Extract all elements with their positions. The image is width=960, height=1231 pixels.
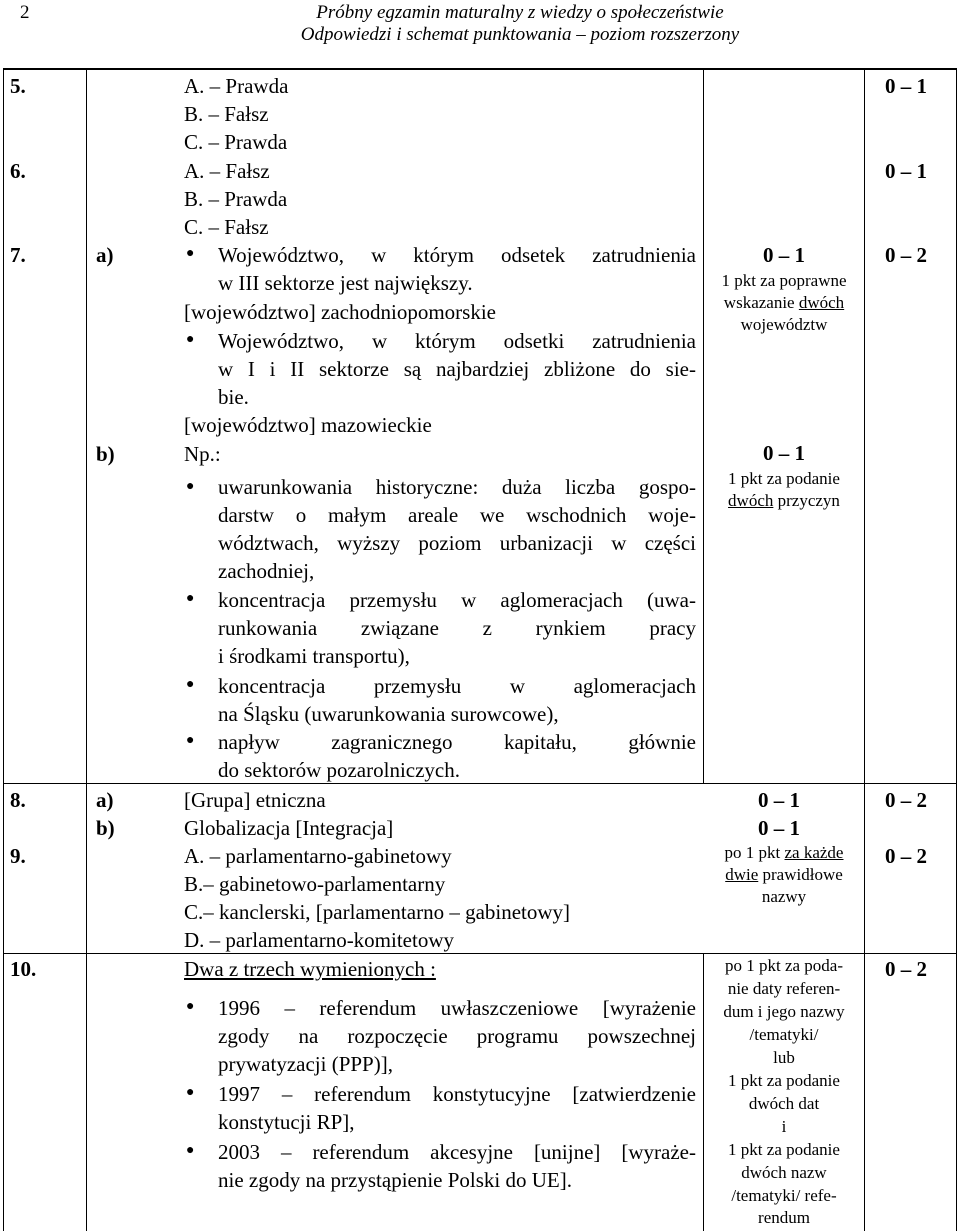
q7b-item3-line1: koncentracja przemysłu w aglomeracjach <box>218 674 696 698</box>
q9-answer-b: B.– gabinetowo-parlamentarny <box>184 872 446 896</box>
q7b-item4-line2: do sektorów pozarolniczych. <box>218 758 461 782</box>
bullet-icon: ● <box>186 479 195 494</box>
q10-note-line: dwóch dat <box>748 1094 820 1113</box>
q7b-item1-line1: uwarunkowania historyczne: duża liczba gospo- <box>218 475 696 499</box>
q8-number: 8. <box>10 788 26 812</box>
q7-number: 7. <box>10 243 26 267</box>
q8b-label: b) <box>96 816 115 840</box>
q10-item2-line1: 1997 – referendum konstytucyjne [zatwierdzenie <box>218 1082 696 1106</box>
q10-item1-line2: zgody na rozpoczęcie programu powszechnej <box>218 1024 696 1048</box>
q9-note-line2: dwie prawidłowe <box>725 865 843 884</box>
q10-item3-line2: nie zgody na przystąpienie Polski do UE]. <box>218 1168 573 1192</box>
q9-note-line3: nazwy <box>761 887 807 906</box>
q7b-item1-line3: wództwach, wyższy poziom urbanizacji w części <box>218 531 696 555</box>
q7b-points: 0 – 1 <box>763 441 805 465</box>
bullet-icon: ● <box>186 733 195 748</box>
q10-note-line: dwóch nazw <box>741 1163 827 1182</box>
col-divider-number <box>86 68 87 1231</box>
bullet-icon: ● <box>186 246 195 261</box>
q8b-points: 0 – 1 <box>758 816 800 840</box>
q6-number: 6. <box>10 159 26 183</box>
q7b-item4-line1: napływ zagranicznego kapitału, głównie <box>218 730 696 754</box>
q7b-note-line1: 1 pkt za podanie <box>728 469 840 488</box>
q9-note-line1: po 1 pkt za każde <box>724 843 844 862</box>
q7a-answer1: [województwo] zachodniopomorskie <box>184 300 496 324</box>
table-top-border <box>3 68 957 70</box>
q7b-item2-line3: i środkami transportu), <box>218 644 410 668</box>
q9-answer-c: C.– kanclerski, [parlamentarno – gabinetowy] <box>184 900 571 924</box>
q10-note-line: 1 pkt za podanie <box>728 1071 840 1090</box>
q9-answer-a: A. – parlamentarno-gabinetowy <box>184 844 452 868</box>
q10-note-line: lub <box>773 1048 795 1067</box>
q5-answer-c: C. – Prawda <box>184 130 288 154</box>
q10-item1-line1: 1996 – referendum uwłaszczeniowe [wyrażenie <box>218 996 696 1020</box>
q7a-bullet2-line3: bie. <box>218 385 249 409</box>
row-divider-q10 <box>3 953 957 954</box>
q10-item3-line1: 2003 – referendum akcesyjne [unijne] [wyraże- <box>218 1140 696 1164</box>
q7a-label: a) <box>96 243 114 267</box>
q10-note-line: /tematyki/ refe- <box>731 1186 837 1205</box>
q5-number: 5. <box>10 74 26 98</box>
q9-number: 9. <box>10 844 26 868</box>
q6-answer-c: C. – Fałsz <box>184 215 269 239</box>
table-right-border <box>956 68 957 1231</box>
q7a-bullet1-line2: w III sektorze jest największy. <box>218 271 473 295</box>
q7b-item1-line4: zachodniej, <box>218 559 315 583</box>
q9-answer-d: D. – parlamentarno-komitetowy <box>184 928 455 952</box>
q5-answer-b: B. – Fałsz <box>184 102 269 126</box>
q10-note-line: dum i jego nazwy <box>723 1002 845 1021</box>
col-divider-points <box>864 68 865 1231</box>
q5-total-points: 0 – 1 <box>885 74 927 98</box>
table-left-border <box>3 68 4 1231</box>
q7a-bullet2-line1: Województwo, w którym odsetki zatrudnienia <box>218 329 696 353</box>
q7a-points: 0 – 1 <box>763 243 805 267</box>
col-divider-answer <box>703 68 704 783</box>
q10-item1-line3: prywatyzacji (PPP)], <box>218 1052 393 1076</box>
q7a-answer2: [województwo] mazowieckie <box>184 413 432 437</box>
q10-intro: Dwa z trzech wymienionych : <box>184 957 436 981</box>
q8a-label: a) <box>96 788 114 812</box>
q10-note-line: 1 pkt za podanie <box>728 1140 840 1159</box>
q10-note-line: po 1 pkt za poda- <box>724 956 844 975</box>
q10-note-line: i <box>781 1117 787 1136</box>
page-number: 2 <box>20 2 30 23</box>
q7b-label: b) <box>96 442 115 466</box>
bullet-icon: ● <box>186 677 195 692</box>
q9-total-points: 0 – 2 <box>885 844 927 868</box>
q7a-bullet1-line1: Województwo, w którym odsetek zatrudnienia <box>218 243 696 267</box>
q5-answer-a: A. – Prawda <box>184 74 289 98</box>
q10-note-line: /tematyki/ <box>749 1025 819 1044</box>
q7a-note-line2: wskazanie dwóch <box>723 293 845 312</box>
row-divider-q8 <box>3 783 957 784</box>
q7b-item1-line2: darstw o małym areale we wschodnich woje- <box>218 503 696 527</box>
q6-answer-a: A. – Fałsz <box>184 159 270 183</box>
q7b-item2-line2: runkowania związane z rynkiem pracy <box>218 616 696 640</box>
q7b-item2-line1: koncentracja przemysłu w aglomeracjach (uwa- <box>218 588 696 612</box>
bullet-icon: ● <box>186 332 195 347</box>
bullet-icon: ● <box>186 1143 195 1158</box>
q10-note-line: nie daty referen- <box>727 979 841 998</box>
q8a-points: 0 – 1 <box>758 788 800 812</box>
q7a-note-line3: województw <box>740 315 828 334</box>
header-subtitle: Odpowiedzi i schemat punktowania – poziom rozszerzony <box>300 24 740 45</box>
q10-item2-line2: konstytucji RP], <box>218 1110 355 1134</box>
q7b-item3-line2: na Śląsku (uwarunkowania surowcowe), <box>218 702 559 726</box>
q7a-bullet2-line2: w I i II sektorze są najbardziej zbliżone do sie- <box>218 357 696 381</box>
q6-total-points: 0 – 1 <box>885 159 927 183</box>
header-title: Próbny egzamin maturalny z wiedzy o społeczeństwie <box>316 2 724 23</box>
q8-total-points: 0 – 2 <box>885 788 927 812</box>
bullet-icon: ● <box>186 999 195 1014</box>
q10-note-line: rendum <box>758 1208 810 1227</box>
q6-answer-b: B. – Prawda <box>184 187 288 211</box>
q7b-note-line2: dwóch przyczyn <box>728 491 840 510</box>
q8b-answer: Globalizacja [Integracja] <box>184 816 394 840</box>
q7a-note-line1: 1 pkt za poprawne <box>721 271 847 290</box>
bullet-icon: ● <box>186 1085 195 1100</box>
q10-number: 10. <box>10 957 37 981</box>
q7b-intro: Np.: <box>184 442 221 466</box>
q7-total-points: 0 – 2 <box>885 243 927 267</box>
q8a-answer: [Grupa] etniczna <box>184 788 326 812</box>
bullet-icon: ● <box>186 591 195 606</box>
q10-total-points: 0 – 2 <box>885 957 927 981</box>
